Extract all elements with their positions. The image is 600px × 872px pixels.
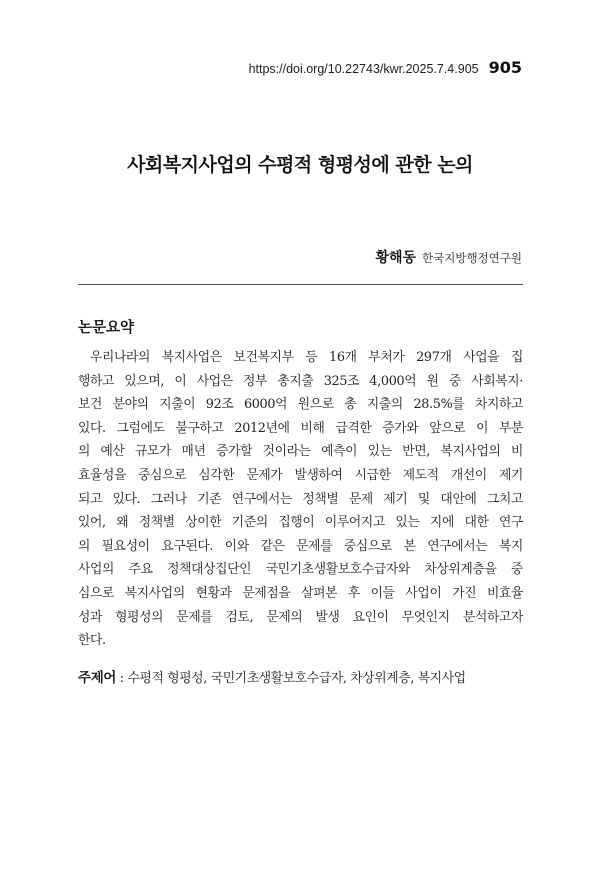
author-block [375, 247, 522, 267]
abstract-line: 효율성을 중심으로 심각한 문제가 발생하여 시급한 제도적 개선이 제기 [78, 467, 523, 483]
abstract-line: 의 필요성이 요구된다. 이와 같은 문제를 중심으로 본 연구에서는 복지 [78, 538, 523, 554]
abstract-line: 의 예산 규모가 매년 증가할 것이라는 예측이 있는 반면, 복지사업의 비 [78, 444, 523, 460]
abstract-line: 우리나라의 복지사업은 보건복지부 등 16개 부처가 297개 사업을 집 [90, 350, 523, 365]
abstract-line: 있다. 그럼에도 불구하고 2012년에 비해 급격한 증가와 앞으로 이 부분 [78, 420, 523, 436]
doi-link[interactable]: https://doi.org/10.22743/kwr.2025.7.4.905 [248, 62, 479, 76]
abstract-line: 보건 분야의 지출이 92조 6000억 원으로 총 지출의 28.5%를 차지하고 [78, 397, 523, 413]
author-affiliation: 한국지방행정연구원 [422, 251, 522, 265]
keywords-label: 주제어 [78, 670, 117, 686]
abstract-line: 있어, 왜 정책별 상이한 기준의 집행이 이루어지고 있는 지에 대한 연구 [78, 515, 523, 531]
page-number: 905 [488, 58, 522, 77]
keywords-block [78, 666, 523, 686]
abstract-body [78, 346, 523, 653]
abstract-line: 한다. [78, 633, 106, 649]
abstract-line: 행하고 있으며, 이 사업은 정부 총지출 325조 4,000억 원 중 사회복지· [78, 373, 523, 389]
paper-title: 사회복지사업의 수평적 형평성에 관한 논의 [127, 154, 473, 176]
page-header [249, 58, 522, 77]
divider-rule [78, 284, 523, 285]
abstract-line: 되고 있다. 그러나 기존 연구에서는 정책별 문제 제기 및 대안에 그치고 [78, 491, 523, 507]
abstract-line: 사업의 주요 정책대상집단인 국민기초생활보호수급자와 차상위계층을 중 [78, 562, 523, 578]
abstract-heading: 논문요약 [78, 320, 135, 336]
abstract-line: 성과 형평성의 문제를 검토, 문제의 발생 요인이 무엇인지 분석하고자 [78, 609, 523, 625]
keywords-separator: : [116, 671, 128, 686]
abstract-line: 심으로 복지사업의 현황과 문제점을 살펴본 후 이들 사업이 가진 비효율 [78, 585, 523, 601]
keywords-text: 수평적 형평성, 국민기초생활보호수급자, 차상위계층, 복지사업 [127, 671, 466, 686]
author-name: 황해동 [375, 250, 417, 266]
